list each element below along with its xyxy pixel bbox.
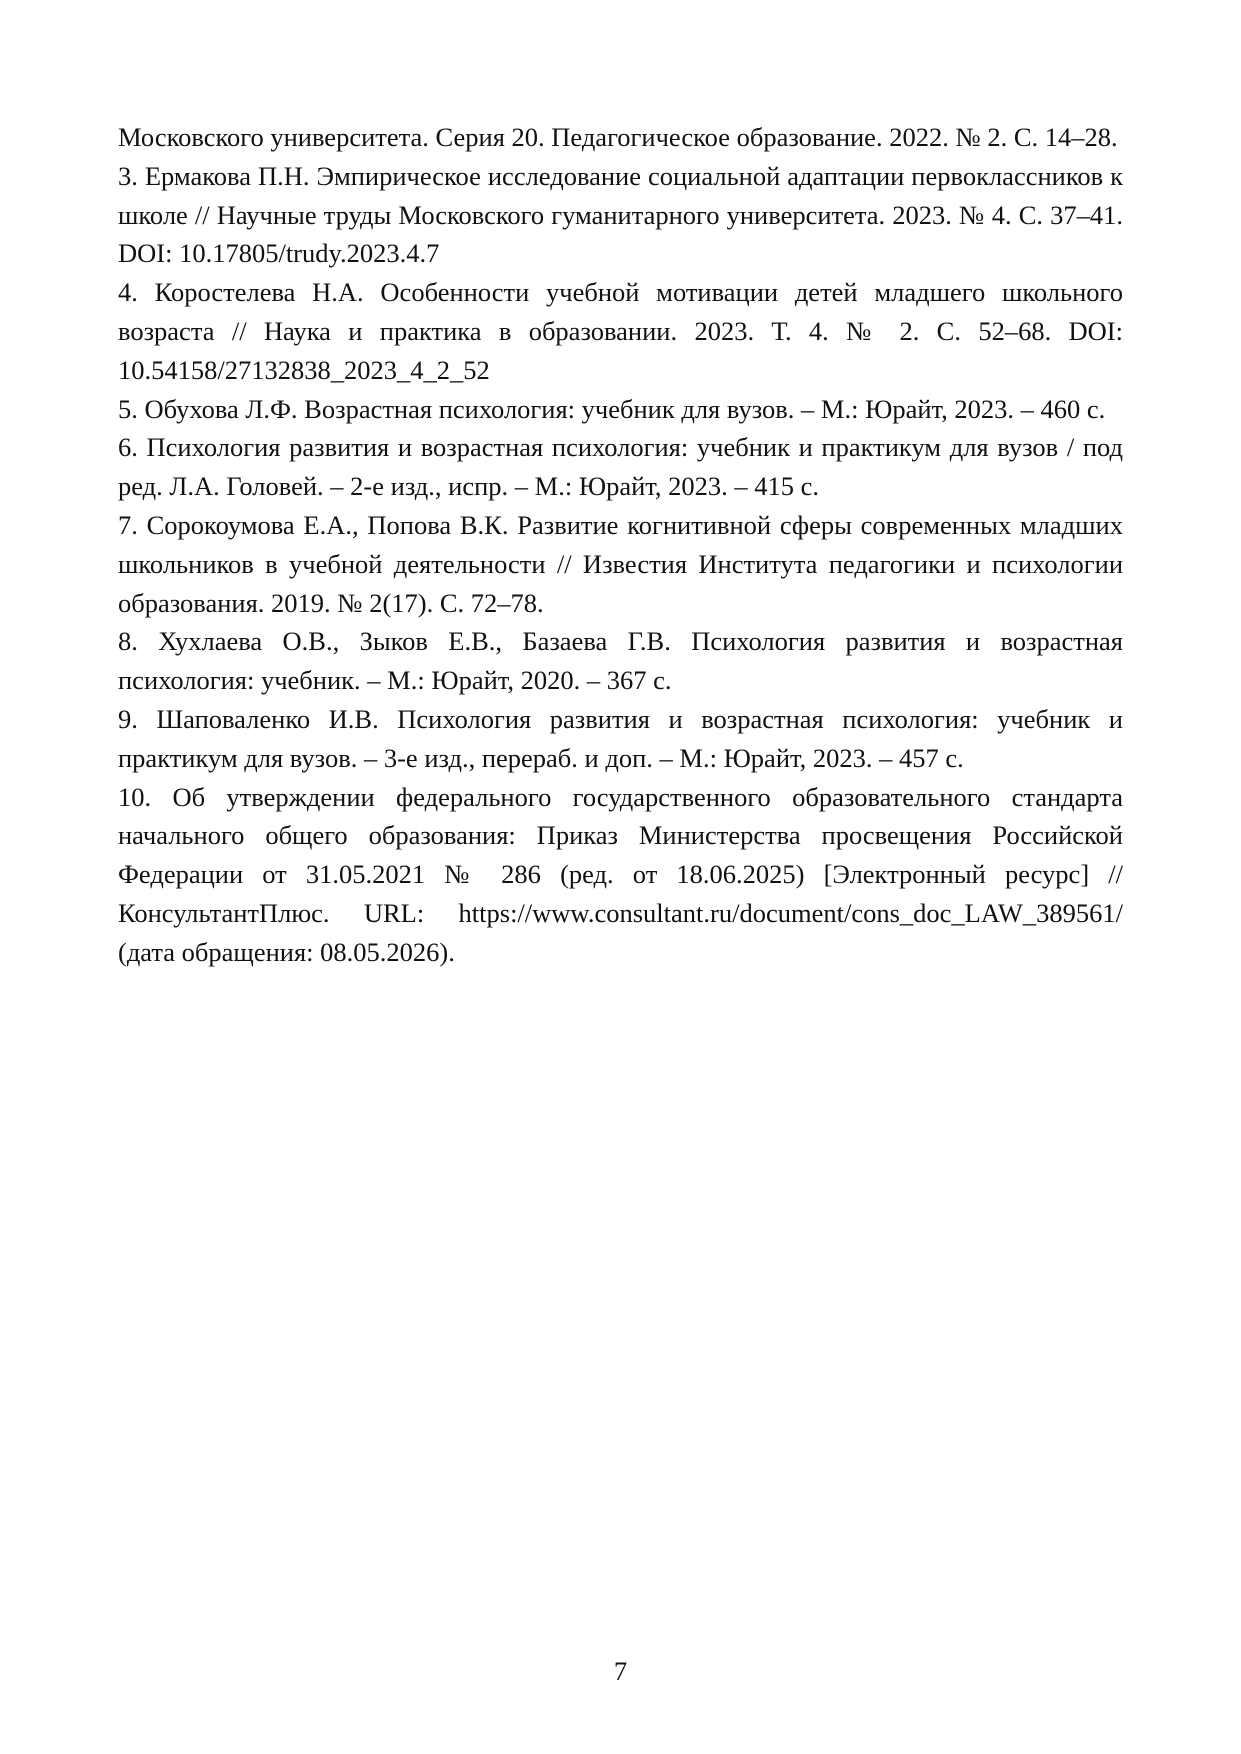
reference-item-10: 10. Об утверждении федерального государственного образовательного стандарта начального общего образования: Приказ Министерства просвещения Российской Федерации от 31.05.2021 № 286 (ред. от 18.06.2025) [Электронный ресурс] // КонсультантПлюс. URL: https://www.consultant.ru/document/cons_doc_LAW_389561/ (дата обращения: 08.05.2026).: [118, 781, 1123, 967]
page-number: 7: [613, 1656, 628, 1686]
reference-item-5: 5. Обухова Л.Ф. Возрастная психология: учебник для вузов. – М.: Юрайт, 2023. – 460 с.: [118, 393, 1106, 424]
reference-item-4: 4. Коростелева Н.А. Особенности учебной мотивации детей младшего школьного возраста // Наука и практика в образовании. 2023. Т. 4. № 2. С. 52–68. DOI: 10.54158/27132838_2023_4_2_52: [118, 277, 1123, 385]
reference-item-7: 7. Сорокоумова Е.А., Попова В.К. Развитие когнитивной сферы современных младших школьников в учебной деятельности // Известия Института педагогики и психологии образования. 2019. № 2(17). С. 72–78.: [118, 509, 1123, 618]
reference-item-8: 8. Хухлаева О.В., Зыков Е.В., Базаева Г.В. Психология развития и возрастная психология: учебник. – М.: Юрайт, 2020. – 367 с.: [118, 626, 1123, 696]
reference-item-9: 9. Шаповаленко И.В. Психология развития и возрастная психология: учебник и практикум для вузов. – 3-е изд., перераб. и доп. – М.: Юрайт, 2023. – 457 с.: [118, 703, 1123, 773]
reference-item-continuation: Московского университета. Серия 20. Педагогическое образование. 2022. № 2. С. 14–28.: [118, 122, 1118, 152]
reference-item-6: 6. Психология развития и возрастная психология: учебник и практикум для вузов / под ред. Л.А. Головей. – 2-е изд., испр. – М.: Юрайт, 2023. – 415 с.: [118, 432, 1123, 502]
reference-item-3: 3. Ермакова П.Н. Эмпирическое исследование социальной адаптации первоклассников к школе // Научные труды Московского гуманитарного университета. 2023. № 4. С. 37–41. DOI: 10.17805/trudy.2023.4.7: [118, 160, 1123, 269]
reference-list: [118, 118, 1123, 972]
